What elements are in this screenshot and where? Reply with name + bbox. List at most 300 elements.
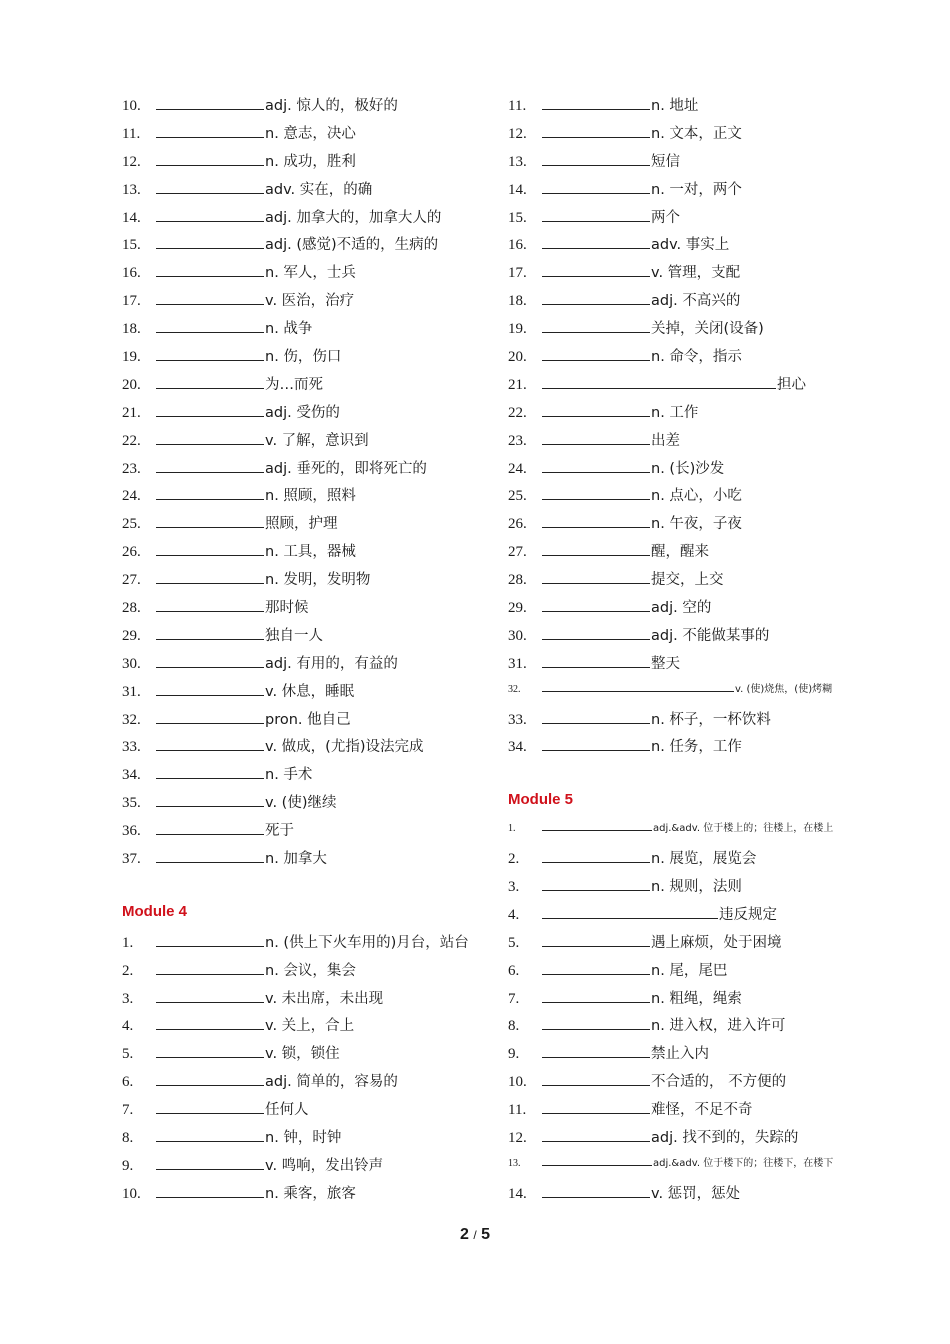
item-definition: n. 战争 xyxy=(265,321,313,338)
item-number: 18. xyxy=(122,321,141,338)
item-number: 19. xyxy=(508,321,527,338)
item-number: 1. xyxy=(508,823,516,835)
vocab-item xyxy=(508,735,888,763)
item-definition: v. 做成，(尤指)设法完成 xyxy=(265,739,424,756)
vocab-item xyxy=(508,708,888,736)
vocab-item xyxy=(122,206,482,234)
vocab-item xyxy=(122,261,482,289)
item-definition: 关掉，关闭(设备) xyxy=(651,321,764,338)
vocab-item xyxy=(508,1182,888,1210)
item-definition: n. 命令，指示 xyxy=(651,349,742,366)
vocab-item xyxy=(508,345,888,373)
item-definition: v. 惩罚，惩处 xyxy=(651,1185,741,1202)
vocab-item xyxy=(122,680,482,708)
item-definition: n. 工作 xyxy=(651,404,699,421)
vocab-item xyxy=(122,373,482,401)
item-definition: n. 意志，决心 xyxy=(265,125,356,142)
item-number: 4. xyxy=(122,1018,134,1035)
answer-blank[interactable] xyxy=(156,792,264,807)
vocab-item xyxy=(508,1042,888,1070)
item-definition: adv. 实在，的确 xyxy=(265,181,373,198)
item-definition: adv. 事实上 xyxy=(651,237,730,254)
vocab-item xyxy=(122,931,482,959)
vocab-item xyxy=(122,652,482,680)
answer-blank[interactable] xyxy=(156,346,264,361)
item-definition: 整天 xyxy=(651,655,680,672)
item-definition: n. 文本，正文 xyxy=(651,125,742,142)
item-number: 37. xyxy=(122,851,141,868)
answer-blank[interactable] xyxy=(156,95,264,110)
item-number: 3. xyxy=(508,878,520,895)
item-number: 32. xyxy=(508,683,521,695)
item-definition: 为…而死 xyxy=(265,376,323,393)
vocab-item xyxy=(508,429,888,457)
vocab-item xyxy=(508,1014,888,1042)
left-column xyxy=(122,94,482,1210)
vocab-item xyxy=(508,1154,888,1182)
vocab-item xyxy=(508,178,888,206)
item-definition: 独自一人 xyxy=(265,627,323,644)
answer-blank[interactable] xyxy=(156,234,264,249)
item-number: 32. xyxy=(122,711,141,728)
item-definition: adj. 垂死的，即将死亡的 xyxy=(265,460,427,477)
answer-blank[interactable] xyxy=(542,848,650,863)
item-number: 16. xyxy=(508,237,527,254)
vocab-item xyxy=(508,875,888,903)
answer-blank[interactable] xyxy=(156,1015,264,1030)
item-definition: v. 未出席，未出现 xyxy=(265,990,384,1007)
answer-blank[interactable] xyxy=(542,904,718,919)
item-number: 11. xyxy=(508,98,527,114)
item-definition: 违反规定 xyxy=(719,906,777,923)
item-definition: n. (供上下火车用的)月台，站台 xyxy=(265,934,469,951)
item-number: 15. xyxy=(122,237,141,254)
item-number: 25. xyxy=(508,488,527,505)
item-number: 29. xyxy=(122,627,141,644)
vocab-item xyxy=(508,457,888,485)
vocab-item xyxy=(122,959,482,987)
answer-blank[interactable] xyxy=(542,1071,650,1086)
item-number: 35. xyxy=(122,795,141,812)
page-current: 2 xyxy=(459,1226,469,1243)
item-definition: adj. 加拿大的，加拿大人的 xyxy=(265,209,442,226)
answer-blank[interactable] xyxy=(542,458,650,473)
answer-blank[interactable] xyxy=(156,151,264,166)
answer-blank[interactable] xyxy=(542,430,650,445)
answer-blank[interactable] xyxy=(542,318,650,333)
item-definition: 任何人 xyxy=(265,1102,309,1119)
item-number: 16. xyxy=(122,265,141,282)
item-number: 24. xyxy=(122,488,141,505)
item-definition: 不合适的， 不方便的 xyxy=(651,1074,787,1091)
item-definition: 照顾，护理 xyxy=(265,516,338,533)
vocab-item xyxy=(122,1098,482,1126)
answer-blank[interactable] xyxy=(156,1099,264,1114)
page-separator: / xyxy=(473,1228,477,1242)
item-definition: 提交，上交 xyxy=(651,572,724,589)
answer-blank[interactable] xyxy=(542,876,650,891)
page-total: 5 xyxy=(481,1226,491,1243)
answer-blank[interactable] xyxy=(156,1183,264,1198)
answer-blank[interactable] xyxy=(542,1127,650,1142)
vocab-item xyxy=(508,624,888,652)
item-definition: n. 杯子，一杯饮料 xyxy=(651,711,771,728)
answer-blank[interactable] xyxy=(156,681,264,696)
module-heading: Module 4 xyxy=(122,902,188,920)
vocab-item xyxy=(508,596,888,624)
item-number: 5. xyxy=(122,1046,134,1063)
vocab-item xyxy=(122,289,482,317)
item-definition: 出差 xyxy=(651,432,680,449)
vocab-item xyxy=(122,540,482,568)
item-definition: adj. 有用的，有益的 xyxy=(265,655,398,672)
vocab-item xyxy=(122,1014,482,1042)
item-number: 21. xyxy=(508,376,527,393)
item-number: 18. xyxy=(508,293,527,310)
answer-blank[interactable] xyxy=(156,262,264,277)
item-definition: pron. 他自己 xyxy=(265,711,351,728)
vocab-item xyxy=(122,122,482,150)
vocab-item xyxy=(122,847,482,875)
item-number: 26. xyxy=(122,544,141,561)
answer-blank[interactable] xyxy=(156,1127,264,1142)
answer-blank[interactable] xyxy=(542,1015,650,1030)
answer-blank[interactable] xyxy=(542,1183,650,1198)
answer-blank[interactable] xyxy=(156,1155,264,1170)
item-number: 19. xyxy=(122,349,141,366)
vocab-item xyxy=(122,457,482,485)
vocab-item xyxy=(508,903,888,931)
item-number: 24. xyxy=(508,460,527,477)
vocab-item xyxy=(508,317,888,345)
answer-blank[interactable] xyxy=(542,207,650,222)
item-number: 12. xyxy=(508,125,527,142)
answer-blank[interactable] xyxy=(156,625,264,640)
item-definition: v. 鸣响，发出铃声 xyxy=(265,1157,384,1174)
answer-blank[interactable] xyxy=(542,960,650,975)
answer-blank[interactable] xyxy=(542,485,650,500)
vocab-item xyxy=(122,819,482,847)
item-number: 1. xyxy=(122,934,134,951)
item-number: 14. xyxy=(508,1185,527,1202)
answer-blank[interactable] xyxy=(156,374,264,389)
item-definition: adj.&adv. 位于楼上的；往楼上，在楼上 xyxy=(653,823,834,835)
vocab-item xyxy=(122,317,482,345)
answer-blank[interactable] xyxy=(156,541,264,556)
item-number: 28. xyxy=(508,572,527,589)
item-definition: n. 地址 xyxy=(651,98,699,114)
vocab-item xyxy=(122,233,482,261)
item-number: 27. xyxy=(508,544,527,561)
vocab-item xyxy=(508,1070,888,1098)
answer-blank[interactable] xyxy=(542,1156,652,1166)
item-number: 10. xyxy=(122,1185,141,1202)
answer-blank[interactable] xyxy=(156,513,264,528)
item-definition: 两个 xyxy=(651,209,680,226)
item-definition: n. (长)沙发 xyxy=(651,460,725,477)
answer-blank[interactable] xyxy=(156,960,264,975)
answer-blank[interactable] xyxy=(156,402,264,417)
answer-blank[interactable] xyxy=(156,179,264,194)
item-number: 8. xyxy=(122,1129,134,1146)
answer-blank[interactable] xyxy=(156,458,264,473)
item-number: 13. xyxy=(122,181,141,198)
answer-blank[interactable] xyxy=(156,653,264,668)
answer-blank[interactable] xyxy=(542,988,650,1003)
item-definition: 那时候 xyxy=(265,600,309,617)
item-definition: adj. 找不到的，失踪的 xyxy=(651,1129,799,1146)
item-number: 25. xyxy=(122,516,141,533)
item-number: 20. xyxy=(508,349,527,366)
item-number: 9. xyxy=(122,1157,134,1174)
item-definition: n. 点心，小吃 xyxy=(651,488,742,505)
answer-blank[interactable] xyxy=(156,709,264,724)
answer-blank[interactable] xyxy=(542,95,650,110)
vocab-item xyxy=(122,624,482,652)
vocab-item xyxy=(122,94,482,122)
answer-blank[interactable] xyxy=(542,541,650,556)
vocab-item xyxy=(508,261,888,289)
vocab-item xyxy=(508,94,888,122)
answer-blank[interactable] xyxy=(542,290,650,305)
vocab-item xyxy=(122,763,482,791)
vocab-item xyxy=(122,1070,482,1098)
page-number xyxy=(0,1226,950,1244)
item-definition: v. 休息，睡眠 xyxy=(265,683,355,700)
vocab-item xyxy=(122,987,482,1015)
answer-blank[interactable] xyxy=(542,179,650,194)
item-number: 30. xyxy=(508,627,527,644)
item-definition: 禁止入内 xyxy=(651,1046,709,1063)
answer-blank[interactable] xyxy=(542,374,776,389)
item-number: 12. xyxy=(122,153,141,170)
item-number: 23. xyxy=(122,460,141,477)
answer-blank[interactable] xyxy=(156,764,264,779)
answer-blank[interactable] xyxy=(156,485,264,500)
vocab-item xyxy=(122,596,482,624)
item-definition: adj. 简单的，容易的 xyxy=(265,1074,398,1091)
item-number: 10. xyxy=(122,98,141,114)
item-definition: v. 医治，治疗 xyxy=(265,293,355,310)
vocab-item xyxy=(508,122,888,150)
item-definition: v. (使)继续 xyxy=(265,795,337,812)
item-number: 21. xyxy=(122,404,141,421)
item-definition: v. 关上，合上 xyxy=(265,1018,355,1035)
item-definition: 遇上麻烦，处于困境 xyxy=(651,934,782,951)
vocab-item xyxy=(122,708,482,736)
answer-blank[interactable] xyxy=(156,318,264,333)
answer-blank[interactable] xyxy=(542,932,650,947)
answer-blank[interactable] xyxy=(156,569,264,584)
section-spacer xyxy=(122,875,482,903)
item-number: 2. xyxy=(508,851,520,868)
item-number: 3. xyxy=(122,990,134,1007)
answer-blank[interactable] xyxy=(156,848,264,863)
item-definition: n. 照顾，照料 xyxy=(265,488,356,505)
item-definition: adj. 惊人的，极好的 xyxy=(265,98,398,114)
item-definition: n. 成功，胜利 xyxy=(265,153,356,170)
vocab-item xyxy=(122,484,482,512)
item-definition: n. 展览，展览会 xyxy=(651,851,757,868)
item-number: 22. xyxy=(122,432,141,449)
answer-blank[interactable] xyxy=(156,597,264,612)
vocab-item xyxy=(122,1154,482,1182)
item-definition: n. 粗绳，绳索 xyxy=(651,990,742,1007)
answer-blank[interactable] xyxy=(542,513,650,528)
item-definition: n. 工具，器械 xyxy=(265,544,356,561)
item-number: 27. xyxy=(122,572,141,589)
item-definition: 担心 xyxy=(777,376,806,393)
answer-blank[interactable] xyxy=(156,988,264,1003)
item-number: 2. xyxy=(122,962,134,979)
answer-blank[interactable] xyxy=(156,123,264,138)
vocab-item xyxy=(508,401,888,429)
answer-blank[interactable] xyxy=(156,290,264,305)
item-definition: n. 伤，伤口 xyxy=(265,349,342,366)
item-definition: 难怪，不足不奇 xyxy=(651,1102,753,1119)
item-number: 13. xyxy=(508,1157,521,1169)
item-number: 34. xyxy=(508,739,527,756)
item-number: 28. xyxy=(122,600,141,617)
section-spacer xyxy=(508,763,888,791)
vocab-item xyxy=(508,819,888,847)
answer-blank[interactable] xyxy=(542,151,650,166)
answer-blank[interactable] xyxy=(156,736,264,751)
answer-blank[interactable] xyxy=(542,653,650,668)
vocab-item xyxy=(122,791,482,819)
answer-blank[interactable] xyxy=(542,262,650,277)
item-number: 10. xyxy=(508,1074,527,1091)
item-number: 20. xyxy=(122,376,141,393)
item-definition: n. 发明，发明物 xyxy=(265,572,371,589)
item-number: 13. xyxy=(508,153,527,170)
vocab-item xyxy=(508,568,888,596)
item-definition: n. 加拿大 xyxy=(265,851,327,868)
item-definition: adj.&adv. 位于楼下的；往楼下，在楼下 xyxy=(653,1157,834,1169)
answer-blank[interactable] xyxy=(156,1071,264,1086)
vocab-item xyxy=(508,1098,888,1126)
answer-blank[interactable] xyxy=(156,820,264,835)
item-number: 22. xyxy=(508,404,527,421)
item-number: 30. xyxy=(122,655,141,672)
item-definition: 醒，醒来 xyxy=(651,544,709,561)
item-number: 17. xyxy=(122,293,141,310)
answer-blank[interactable] xyxy=(156,1043,264,1058)
vocab-item xyxy=(508,652,888,680)
answer-blank[interactable] xyxy=(542,736,650,751)
vocab-item xyxy=(122,345,482,373)
answer-blank[interactable] xyxy=(542,709,650,724)
item-number: 5. xyxy=(508,934,520,951)
answer-blank[interactable] xyxy=(542,597,650,612)
item-number: 26. xyxy=(508,516,527,533)
vocab-item xyxy=(508,931,888,959)
answer-blank[interactable] xyxy=(542,821,652,831)
item-definition: adj. 空的 xyxy=(651,600,712,617)
vocab-item xyxy=(508,680,888,708)
item-number: 11. xyxy=(122,125,141,142)
item-definition: n. 任务，工作 xyxy=(651,739,742,756)
item-definition: n. 午夜，子夜 xyxy=(651,516,742,533)
answer-blank[interactable] xyxy=(156,932,264,947)
item-number: 6. xyxy=(508,962,520,979)
vocab-item xyxy=(508,847,888,875)
item-definition: n. 规则，法则 xyxy=(651,878,742,895)
item-number: 17. xyxy=(508,265,527,282)
item-number: 15. xyxy=(508,209,527,226)
vocab-item xyxy=(508,289,888,317)
answer-blank[interactable] xyxy=(542,402,650,417)
item-number: 9. xyxy=(508,1046,520,1063)
item-number: 34. xyxy=(122,767,141,784)
vocab-item xyxy=(122,512,482,540)
item-number: 12. xyxy=(508,1129,527,1146)
vocab-item xyxy=(122,429,482,457)
vocab-item xyxy=(122,178,482,206)
item-number: 4. xyxy=(508,906,520,923)
vocab-item xyxy=(122,150,482,178)
module-heading: Module 5 xyxy=(508,791,574,809)
vocab-item xyxy=(122,1182,482,1210)
answer-blank[interactable] xyxy=(542,123,650,138)
item-definition: n. 一对，两个 xyxy=(651,181,742,198)
vocab-item xyxy=(508,484,888,512)
item-definition: 死于 xyxy=(265,823,294,840)
item-definition: n. 会议，集会 xyxy=(265,962,356,979)
right-column xyxy=(508,94,888,1210)
answer-blank[interactable] xyxy=(542,1099,650,1114)
item-number: 29. xyxy=(508,600,527,617)
vocab-item xyxy=(508,373,888,401)
vocab-item xyxy=(122,401,482,429)
vocab-item xyxy=(122,735,482,763)
answer-blank[interactable] xyxy=(542,346,650,361)
answer-blank[interactable] xyxy=(542,682,734,692)
item-definition: n. 军人，士兵 xyxy=(265,265,356,282)
vocab-item xyxy=(122,568,482,596)
vocab-item xyxy=(508,959,888,987)
item-definition: v. 了解，意识到 xyxy=(265,432,369,449)
item-definition: v. 锁，锁住 xyxy=(265,1046,340,1063)
answer-blank[interactable] xyxy=(542,625,650,640)
vocab-item xyxy=(508,987,888,1015)
item-number: 23. xyxy=(508,432,527,449)
item-number: 14. xyxy=(122,209,141,226)
item-definition: adj. 不高兴的 xyxy=(651,293,741,310)
item-number: 6. xyxy=(122,1074,134,1091)
item-number: 8. xyxy=(508,1018,520,1035)
answer-blank[interactable] xyxy=(542,234,650,249)
vocab-item xyxy=(508,150,888,178)
item-definition: adj. (感觉)不适的，生病的 xyxy=(265,237,439,254)
item-number: 31. xyxy=(122,683,141,700)
item-number: 14. xyxy=(508,181,527,198)
item-number: 36. xyxy=(122,823,141,840)
answer-blank[interactable] xyxy=(156,207,264,222)
item-number: 33. xyxy=(122,739,141,756)
item-definition: n. 进入权，进入许可 xyxy=(651,1018,786,1035)
vocab-item xyxy=(508,512,888,540)
answer-blank[interactable] xyxy=(156,430,264,445)
item-number: 7. xyxy=(508,990,520,1007)
item-number: 33. xyxy=(508,711,527,728)
vocab-item xyxy=(122,1126,482,1154)
item-number: 7. xyxy=(122,1102,134,1119)
item-definition: n. 钟，时钟 xyxy=(265,1129,342,1146)
answer-blank[interactable] xyxy=(542,1043,650,1058)
answer-blank[interactable] xyxy=(542,569,650,584)
item-number: 11. xyxy=(508,1102,527,1119)
